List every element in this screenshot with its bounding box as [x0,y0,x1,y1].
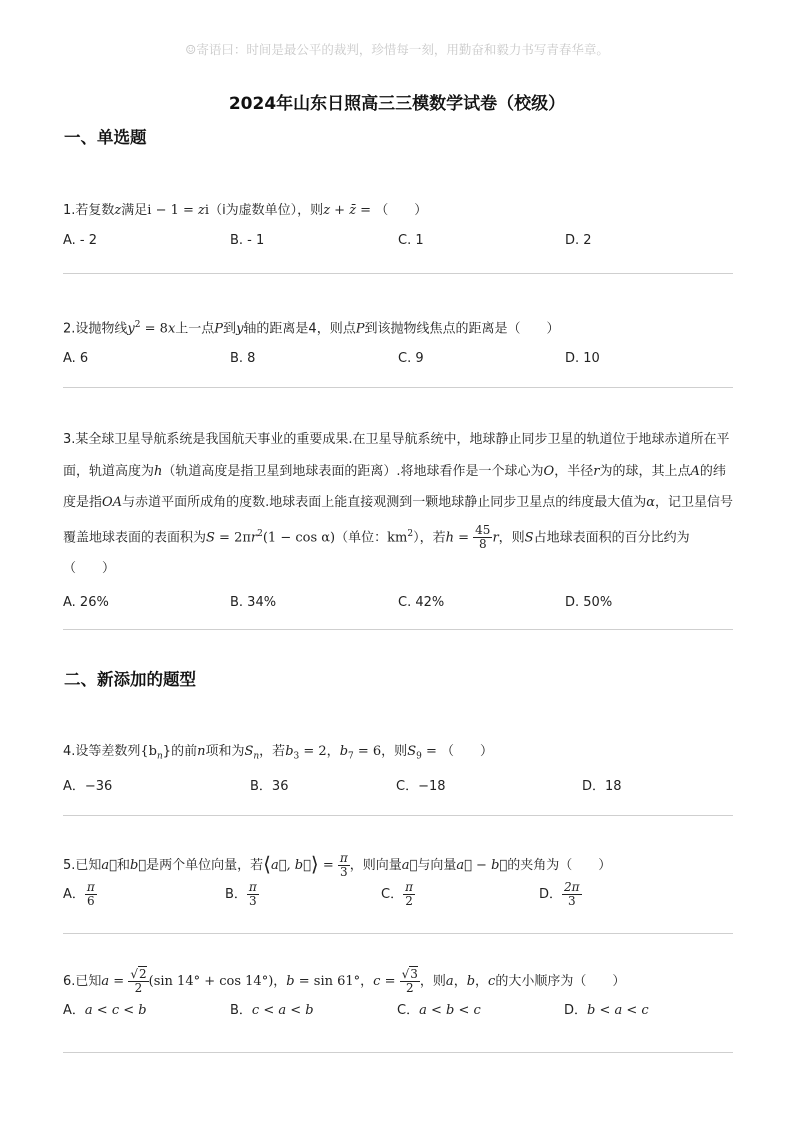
option-a: A． $\frac{\pi}{6}$ [63,880,95,908]
question-3 [63,424,735,617]
section-heading-single-choice: 一、单选题 [64,128,147,147]
question-divider [63,1052,733,1053]
question-divider [63,933,733,934]
option-b: B. 34% [230,594,277,610]
question-3-stem: 3.某全球卫星导航系统是我国航天事业的重要成果.在卫星导航系统中，地球静止同步卫星的轨道位于地球赤道所在平面，轨道高度为h（轨道高度是指卫星到地球表面的距离）.将地球看作是一个球心为O，半径r为的球，其上点A的纬度是指OA与赤道平面所成角的度数.地球表面上能直接观测到一颗地球静止同步卫星点的纬度最大值为α，记卫星信号覆盖地球表面的表面积为$S = 2\pi r^2(1 - \cos \alpha)$（单位：$km^2$），若h = $\frac{45}{8}$ r，则S占地球表面积的百分比约为（ ） [63,432,733,577]
option-d: D．b < a < c [564,1003,649,1018]
option-b: B． $\frac{\pi}{3}$ [225,880,257,908]
section-heading-new-type: 二、新添加的题型 [64,670,196,689]
question-1-stem: 1.若复数z满足i − 1 = zi（i为虚数单位），则z + z̄ = （ ） [63,203,428,218]
question-2-stem: 2.设抛物线$y^2 = 8x$上一点P到y轴的距离是4，则点P到该抛物线焦点的距离是（ ） [63,320,560,337]
question-1 [63,203,735,255]
option-c: C．−18 [396,778,446,794]
option-d: D. 2 [565,233,592,248]
option-c: C．a < b < c [397,1003,481,1018]
question-6 [63,968,735,1025]
question-2 [63,317,735,373]
option-d: D．18 [582,778,622,794]
question-4-stem: 4.设等差数列$\{b_n\}$的前n项和为$S_n$，若$b_3 = 2$，$b_7 = 6$，则$S_9$ = （ ） [63,744,493,762]
option-a: A. - 2 [63,233,98,248]
question-5-stem: 5.已知a⃗和b⃗是两个单位向量，若⟨a⃗, b⃗⟩ = $\frac{\pi}{3}$ ，则向量a⃗与向量a⃗ − b⃗的夹角为（ ） [63,851,612,879]
option-d: D. 50% [565,594,613,610]
option-b: B．36 [250,778,289,794]
option-b: B. - 1 [230,233,265,248]
option-c: C. 1 [398,233,424,248]
option-a: A. 26% [63,594,109,610]
option-c: C． $\frac{\pi}{2}$ [381,880,413,908]
question-4 [63,744,735,801]
question-6-stem: 6.已知a = $\frac{√2}{2}$ (sin 14° + cos 14°)，b = sin 61°，c = $\frac{√3}{2}$ ，则a，b，c的大小顺序为（ ） [63,967,626,995]
question-divider [63,273,733,274]
option-a: A．a < c < b [63,1003,147,1018]
motto-header: ☺寄语曰：时间是最公平的裁判，珍惜每一刻，用勤奋和毅力书写青春华章。 [185,42,609,57]
question-5 [63,852,735,911]
question-divider [63,629,733,630]
question-divider [63,387,733,388]
option-c: C. 42% [398,594,445,610]
option-a: A．−36 [63,778,113,794]
option-c: C. 9 [398,351,424,367]
option-b: B．c < a < b [230,1003,314,1018]
question-divider [63,815,733,816]
option-d: D． $\frac{2\pi}{3}$ [539,880,580,908]
option-a: A. 6 [63,351,89,367]
option-d: D. 10 [565,351,600,367]
option-b: B. 8 [230,351,256,367]
page-title: 2024年山东日照高三三模数学试卷（校级） [228,94,566,114]
